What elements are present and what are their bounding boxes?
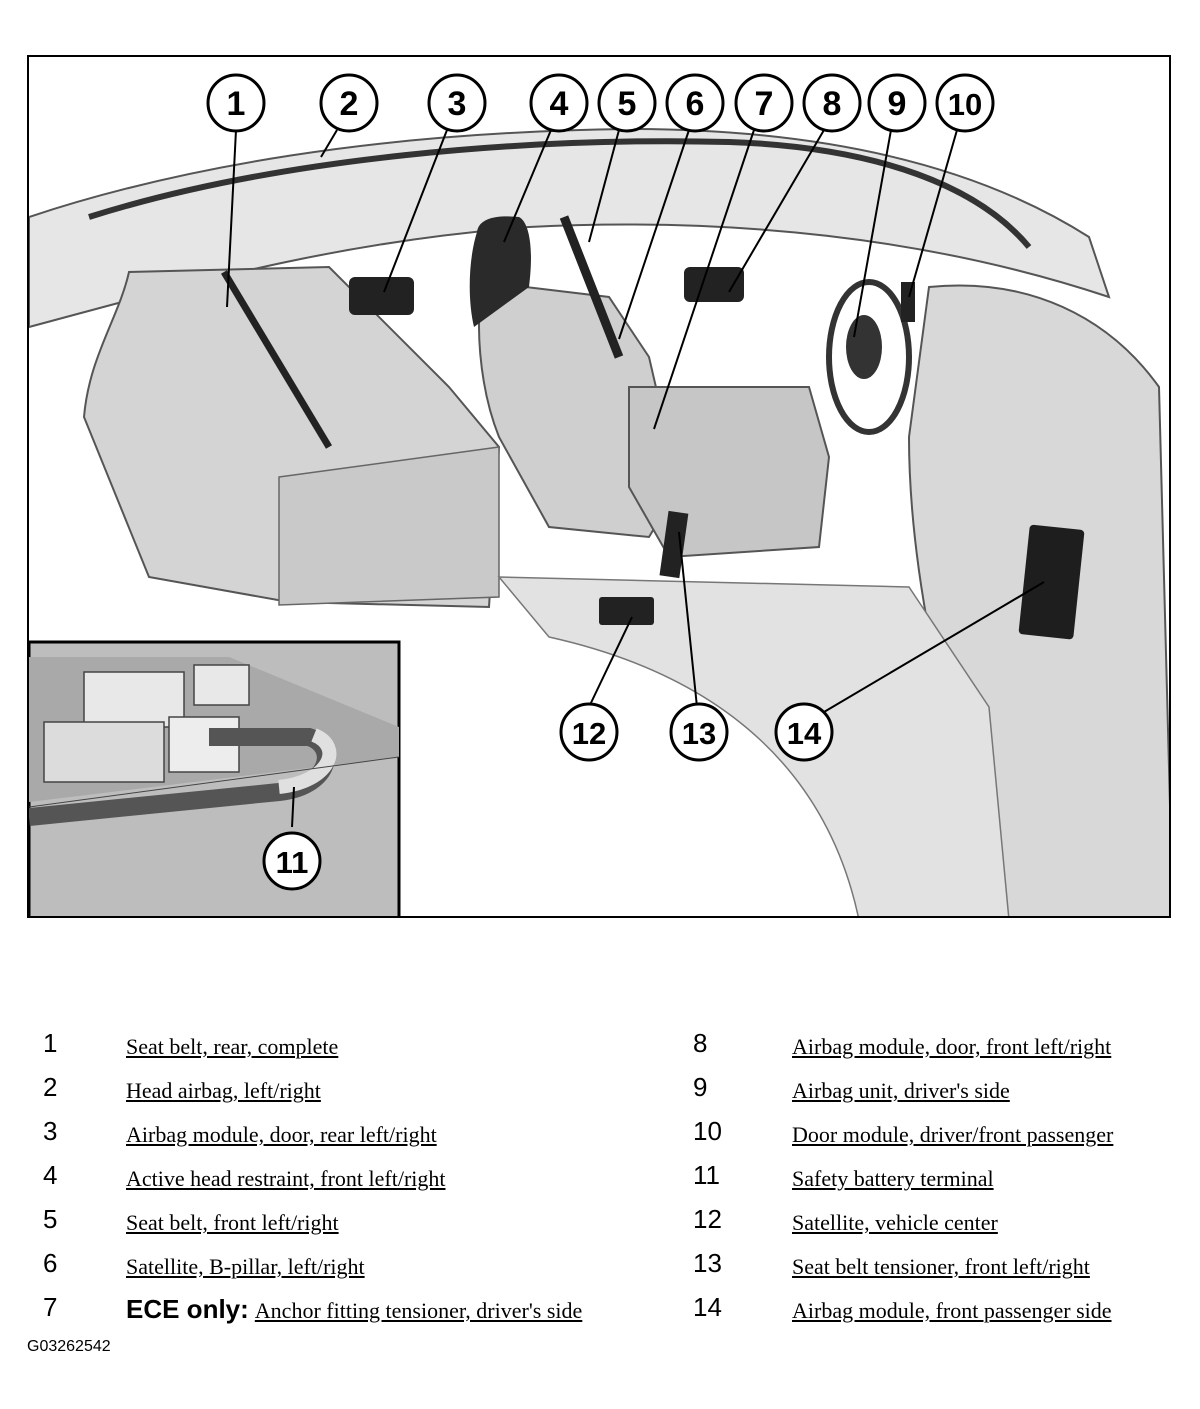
legend-link[interactable]: Anchor fitting tensioner, driver's side <box>254 1298 583 1323</box>
callout-12 <box>561 704 617 760</box>
legend-number: 3 <box>43 1116 58 1146</box>
svg-text:4: 4 <box>549 85 569 123</box>
svg-text:10: 10 <box>947 87 983 122</box>
svg-text:3: 3 <box>447 85 467 123</box>
vehicle-center-satellite <box>599 597 654 625</box>
legend-link[interactable]: Airbag module, door, rear left/right <box>126 1122 437 1147</box>
legend-number: 6 <box>43 1248 58 1278</box>
callout-4 <box>531 75 587 131</box>
callout-11 <box>264 833 320 889</box>
callout-10 <box>937 75 993 131</box>
passenger-airbag-module <box>1018 524 1084 639</box>
rear-door-airbag-module <box>349 277 414 315</box>
legend-number: 10 <box>693 1116 722 1146</box>
ece-only-label: ECE only: <box>126 1294 249 1324</box>
callout-5 <box>599 75 655 131</box>
door-module <box>901 282 915 322</box>
legend-link[interactable]: Airbag module, front passenger side <box>792 1298 1112 1323</box>
legend-link[interactable]: Satellite, vehicle center <box>792 1210 998 1235</box>
legend-link[interactable]: Satellite, B-pillar, left/right <box>126 1254 365 1279</box>
legend-link[interactable]: Seat belt tensioner, front left/right <box>792 1254 1090 1279</box>
svg-text:7: 7 <box>754 85 774 123</box>
front-door-airbag-module <box>684 267 744 302</box>
svg-text:6: 6 <box>685 85 705 123</box>
interior-illustration <box>29 57 1171 918</box>
legend-link[interactable]: Seat belt, rear, complete <box>126 1034 339 1059</box>
svg-text:12: 12 <box>571 716 607 751</box>
callout-3 <box>429 75 485 131</box>
legend-number: 11 <box>693 1160 720 1190</box>
legend-number: 8 <box>693 1028 708 1058</box>
legend-link[interactable]: Airbag module, door, front left/right <box>792 1034 1112 1059</box>
legend-entry <box>126 1294 582 1325</box>
svg-text:5: 5 <box>617 85 637 123</box>
callout-7 <box>736 75 792 131</box>
legend-number: 2 <box>43 1072 58 1102</box>
callout-8 <box>804 75 860 131</box>
legend-number: 4 <box>43 1160 58 1190</box>
legend-link[interactable]: Seat belt, front left/right <box>126 1210 339 1235</box>
svg-text:2: 2 <box>339 85 359 123</box>
driver-airbag-unit <box>846 315 882 379</box>
legend-link[interactable]: Safety battery terminal <box>792 1166 994 1191</box>
legend-link[interactable]: Door module, driver/front passenger <box>792 1122 1114 1147</box>
svg-text:8: 8 <box>822 85 842 123</box>
legend-number: 13 <box>693 1248 722 1278</box>
svg-text:13: 13 <box>681 716 717 751</box>
figure-code: G03262542 <box>27 1338 111 1355</box>
svg-text:1: 1 <box>226 85 246 123</box>
callout-14 <box>776 704 832 760</box>
legend-link[interactable]: Airbag unit, driver's side <box>792 1078 1010 1103</box>
legend-number: 12 <box>693 1204 722 1234</box>
legend-number: 9 <box>693 1072 708 1102</box>
callout-1 <box>208 75 264 131</box>
legend-link[interactable]: Head airbag, left/right <box>126 1078 321 1103</box>
callout-13 <box>671 704 727 760</box>
legend-number: 1 <box>43 1028 58 1058</box>
vehicle-interior-diagram <box>27 55 1171 918</box>
legend-number: 7 <box>43 1292 58 1322</box>
svg-text:14: 14 <box>786 716 822 751</box>
legend-number: 14 <box>693 1292 722 1322</box>
callout-6 <box>667 75 723 131</box>
legend-link[interactable]: Active head restraint, front left/right <box>126 1166 446 1191</box>
inset-safety-battery <box>29 642 399 918</box>
callout-9 <box>869 75 925 131</box>
legend-number: 5 <box>43 1204 58 1234</box>
svg-text:11: 11 <box>275 845 309 880</box>
callout-2 <box>321 75 377 131</box>
svg-text:9: 9 <box>887 85 907 123</box>
